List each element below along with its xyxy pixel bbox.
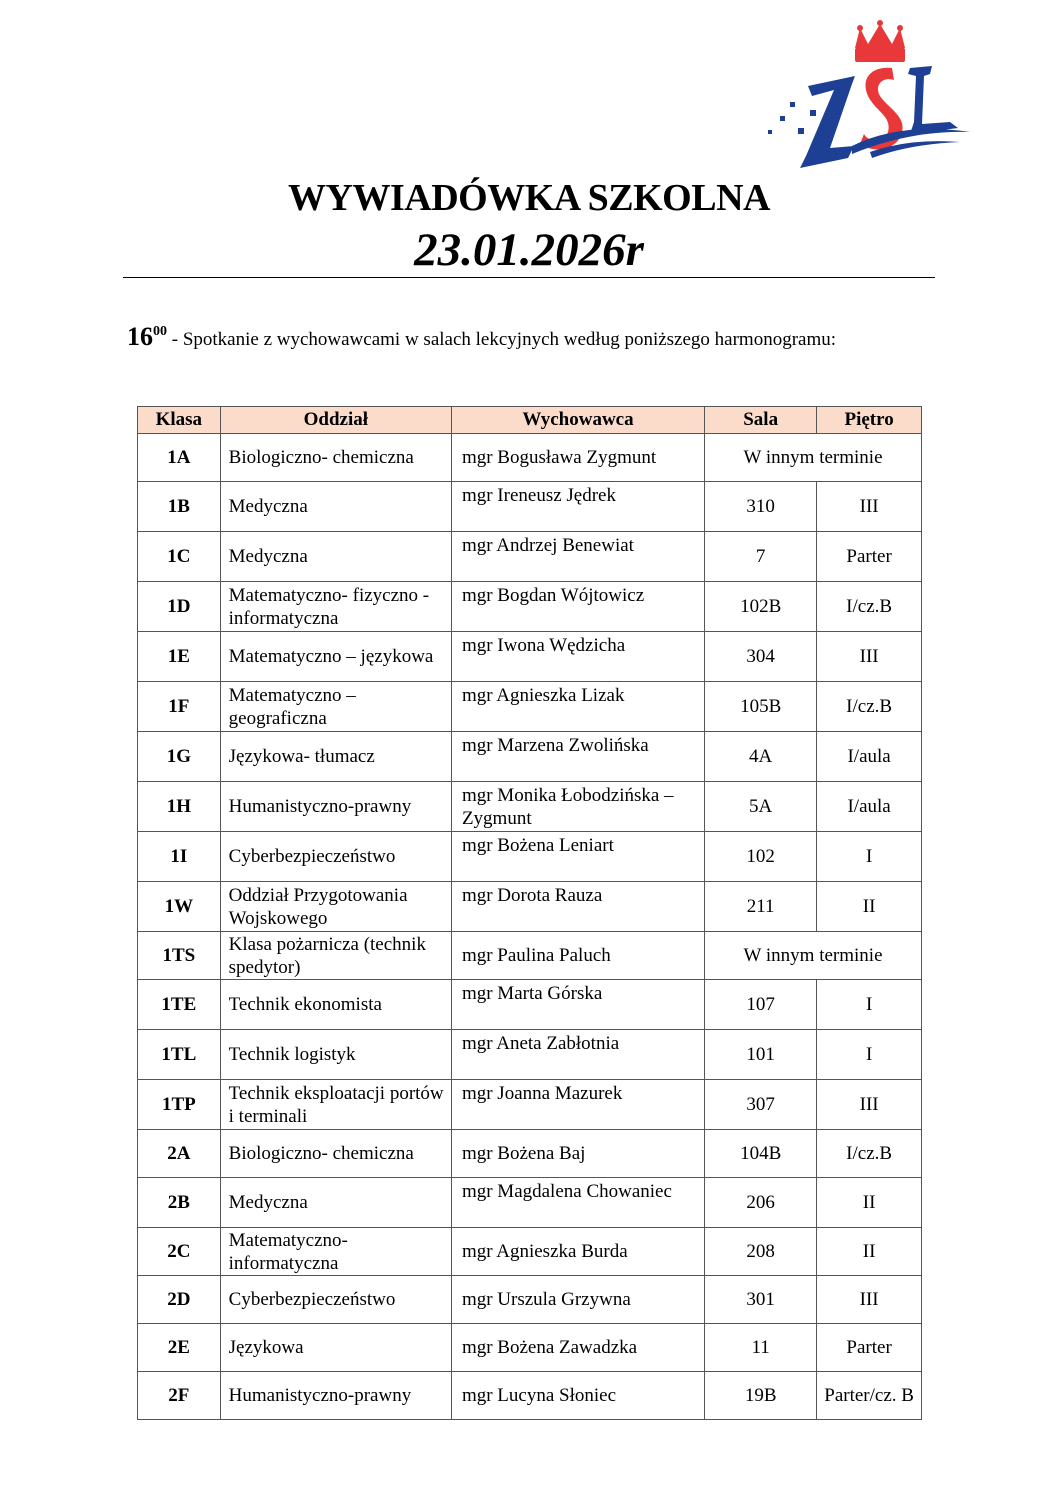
cell-sala: 19B [705,1372,817,1420]
cell-oddzial: Matematyczno- informatyczna [220,1228,451,1276]
cell-wychowawca: mgr Bożena Leniart [451,832,704,882]
cell-other-date: W innym terminie [705,932,922,980]
cell-oddzial: Matematyczno – geograficzna [220,682,451,732]
cell-oddzial: Medyczna [220,482,451,532]
cell-sala: 307 [705,1080,817,1130]
cell-klasa: 1W [138,882,221,932]
cell-oddzial: Językowa [220,1324,451,1372]
table-row [138,1228,922,1276]
cell-sala: 104B [705,1130,817,1178]
table-row [138,582,922,632]
schedule-table [137,406,922,1420]
cell-wychowawca: mgr Bogdan Wójtowicz [451,582,704,632]
zsl-letters [800,66,970,168]
cell-wychowawca: mgr Paulina Paluch [451,932,704,980]
cell-oddzial: Technik logistyk [220,1030,451,1080]
cell-wychowawca: mgr Ireneusz Jędrek [451,482,704,532]
cell-oddzial: Technik eksploatacji portów i terminali [220,1080,451,1130]
cell-pietro: III [817,632,922,682]
cell-klasa: 1TE [138,980,221,1030]
cell-pietro: I [817,832,922,882]
cell-pietro: Parter/cz. B [817,1372,922,1420]
crown-icon [855,20,905,62]
cell-pietro: III [817,1276,922,1324]
cell-pietro: II [817,1228,922,1276]
cell-oddzial: Oddział Przygotowania Wojskowego [220,882,451,932]
cell-klasa: 1D [138,582,221,632]
cell-klasa: 2D [138,1276,221,1324]
table-row [138,1324,922,1372]
meeting-minutes: 00 [153,323,167,339]
cell-sala: 107 [705,980,817,1030]
school-logo [760,18,975,173]
cell-pietro: I/cz.B [817,582,922,632]
header-wychowawca: Wychowawca [451,407,704,434]
cell-sala: 101 [705,1030,817,1080]
cell-klasa: 1G [138,732,221,782]
cell-klasa: 2E [138,1324,221,1372]
cell-sala: 4A [705,732,817,782]
cell-wychowawca: mgr Joanna Mazurek [451,1080,704,1130]
cell-other-date: W innym terminie [705,434,922,482]
document-title: WYWIADÓWKA SZKOLNA [288,177,770,219]
cell-pietro: III [817,482,922,532]
table-row [138,1130,922,1178]
cell-pietro: I/aula [817,732,922,782]
cell-wychowawca: mgr Bogusława Zygmunt [451,434,704,482]
cell-oddzial: Matematyczno – językowa [220,632,451,682]
intro-text: - Spotkanie z wychowawcami w salach lekcyjnych według poniższego harmonogramu: [167,329,837,350]
cell-oddzial: Klasa pożarnicza (technik spedytor) [220,932,451,980]
table-row [138,482,922,532]
cell-oddzial: Językowa- tłumacz [220,732,451,782]
cell-oddzial: Medyczna [220,532,451,582]
title-divider [123,277,935,278]
cell-klasa: 2B [138,1178,221,1228]
cell-sala: 208 [705,1228,817,1276]
cell-pietro: I/aula [817,782,922,832]
cell-wychowawca: mgr Magdalena Chowaniec [451,1178,704,1228]
cell-klasa: 1H [138,782,221,832]
cell-sala: 11 [705,1324,817,1372]
cell-klasa: 1A [138,434,221,482]
cell-oddzial: Biologiczno- chemiczna [220,434,451,482]
cell-pietro: II [817,882,922,932]
cell-pietro: III [817,1080,922,1130]
meeting-hour: 16 [127,322,153,351]
cell-oddzial: Humanistyczno-prawny [220,1372,451,1420]
cell-pietro: I [817,980,922,1030]
meeting-date: 23.01.2026r [414,224,644,276]
cell-wychowawca: mgr Bożena Baj [451,1130,704,1178]
cell-wychowawca: mgr Andrzej Benewiat [451,532,704,582]
cell-wychowawca: mgr Marta Górska [451,980,704,1030]
intro-line [127,322,836,352]
cell-klasa: 1TL [138,1030,221,1080]
cell-sala: 105B [705,682,817,732]
cell-wychowawca: mgr Iwona Wędzicha [451,632,704,682]
cell-wychowawca: mgr Monika Łobodzińska – Zygmunt [451,782,704,832]
cell-wychowawca: mgr Urszula Grzywna [451,1276,704,1324]
cell-sala: 301 [705,1276,817,1324]
table-row [138,980,922,1030]
cell-oddzial: Cyberbezpieczeństwo [220,1276,451,1324]
cell-klasa: 1TS [138,932,221,980]
cell-sala: 211 [705,882,817,932]
table-row [138,732,922,782]
cell-sala: 7 [705,532,817,582]
table-row [138,1276,922,1324]
cell-klasa: 1F [138,682,221,732]
cell-sala: 5A [705,782,817,832]
header-sala: Sala [705,407,817,434]
cell-wychowawca: mgr Dorota Rauza [451,882,704,932]
cell-pietro: Parter [817,1324,922,1372]
cell-oddzial: Cyberbezpieczeństwo [220,832,451,882]
table-row [138,434,922,482]
table-row [138,932,922,980]
cell-oddzial: Medyczna [220,1178,451,1228]
table-row [138,682,922,732]
cell-sala: 310 [705,482,817,532]
header-oddzial: Oddział [220,407,451,434]
cell-oddzial: Matematyczno- fizyczno -informatyczna [220,582,451,632]
cell-sala: 102 [705,832,817,882]
cell-pietro: I/cz.B [817,1130,922,1178]
cell-klasa: 1E [138,632,221,682]
cell-wychowawca: mgr Aneta Zabłotnia [451,1030,704,1080]
cell-klasa: 2A [138,1130,221,1178]
cell-klasa: 1B [138,482,221,532]
cell-pietro: I/cz.B [817,682,922,732]
cell-klasa: 1TP [138,1080,221,1130]
cell-klasa: 1C [138,532,221,582]
cell-sala: 304 [705,632,817,682]
header-pietro: Piętro [817,407,922,434]
cell-pietro: I [817,1030,922,1080]
table-row [138,1030,922,1080]
table-row [138,1178,922,1228]
cell-sala: 102B [705,582,817,632]
cell-wychowawca: mgr Agnieszka Lizak [451,682,704,732]
cell-oddzial: Biologiczno- chemiczna [220,1130,451,1178]
table-row [138,1372,922,1420]
cell-sala: 206 [705,1178,817,1228]
table-row [138,532,922,582]
cell-pietro: Parter [817,532,922,582]
cell-oddzial: Technik ekonomista [220,980,451,1030]
table-header-row [138,407,922,434]
cell-oddzial: Humanistyczno-prawny [220,782,451,832]
decorative-squares [768,102,816,134]
cell-wychowawca: mgr Lucyna Słoniec [451,1372,704,1420]
header-klasa: Klasa [138,407,221,434]
table-row [138,632,922,682]
table-row [138,882,922,932]
cell-wychowawca: mgr Marzena Zwolińska [451,732,704,782]
cell-wychowawca: mgr Agnieszka Burda [451,1228,704,1276]
table-row [138,832,922,882]
cell-klasa: 1I [138,832,221,882]
cell-klasa: 2F [138,1372,221,1420]
cell-pietro: II [817,1178,922,1228]
cell-wychowawca: mgr Bożena Zawadzka [451,1324,704,1372]
cell-klasa: 2C [138,1228,221,1276]
table-row [138,1080,922,1130]
table-row [138,782,922,832]
